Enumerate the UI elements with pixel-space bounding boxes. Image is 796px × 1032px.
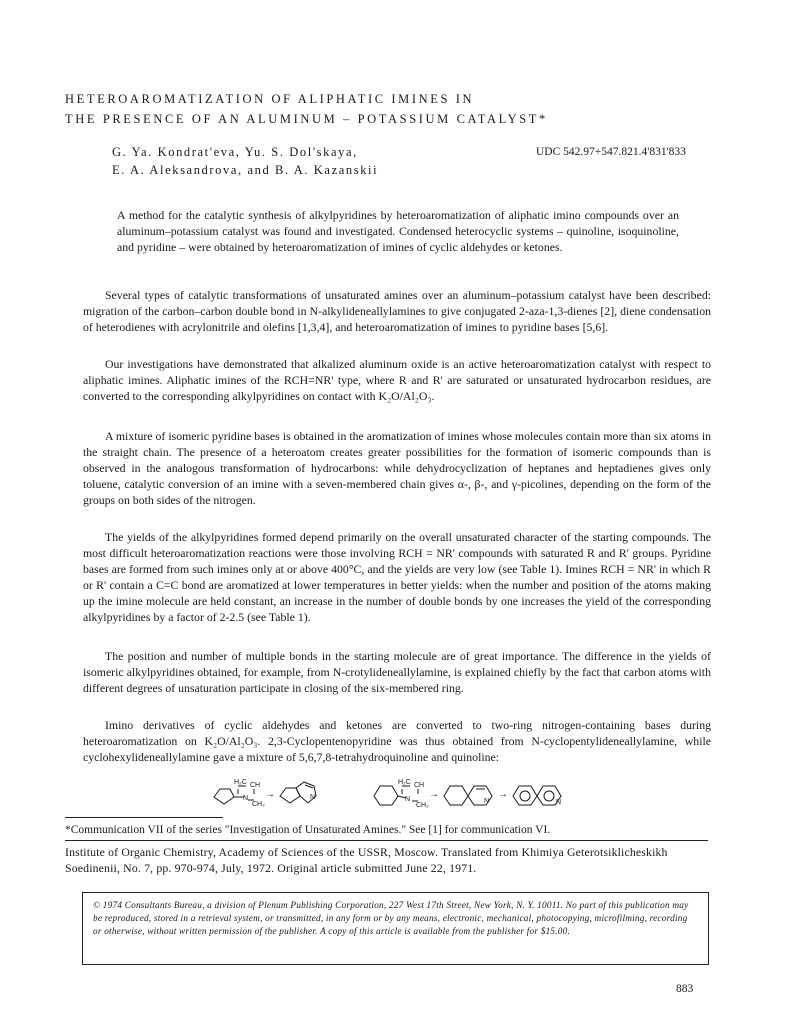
scheme-ch-label-2: CH [414,782,425,789]
scheme-n-label-5: N [556,799,562,806]
scheme-arrow-3: → [498,789,508,800]
affiliation-divider [65,840,708,841]
paragraph-6: Imino derivatives of cyclic aldehydes and ketones are converted to two-ring nitrogen-containing bases during heteroaromatization on K₂O/Al₂O₃. 2,3-Cyclopentenopyridine was thus obtained from N-cyclopentylideneallylamine, while cyclohexylideneallylamine gave a mixture of 5,6,7,8-tetrahydroquinoline and quinoline: [83,718,711,764]
scheme-n-label-4: N [484,798,490,805]
paragraph-5: The position and number of multiple bonds in the starting molecule are of great importance. The difference in the yields of isomeric alkylpyridines obtained, for example, from N-crotylideneallylamine, is explained chiefly by the fact that carbon atoms with different degrees of unsaturation participate in closing of the six-membered ring. [83,649,711,695]
affiliation: Institute of Organic Chemistry, Academy of Sciences of the USSR, Moscow. Translated from Khimiya Geterotsiklicheskikh Soedinenii, No. 7, pp. 970-974, July, 1972. Original article submitted June 22, 1971. [65,845,668,875]
copyright-box [82,892,709,965]
scheme-n-label-1: N [243,795,249,802]
scheme-ch-label-1: CH [250,782,261,789]
paragraph-1: Several types of catalytic transformations of unsaturated amines over an aluminum–potassium catalyst have been described: migration of the carbon–carbon double bond in N-alkylideneallylamines to give conjugated 2-aza-1,3-dienes [2], diene condensation of heterodienes with acrylonitrile and olefins [1,3,4], and heteroaromatization of imines to pyridine bases [5,6]. [83,288,711,334]
footnote: *Communication VII of the series "Investigation of Unsaturated Amines." See [1] for communication VI. [65,824,551,836]
scheme-h2c-label-2: H₂C [398,779,411,786]
authors-line-1: G. Ya. Kondrat'eva, Yu. S. Dol'skaya, [112,145,358,159]
scheme-ch2-label-1: CH₂ [252,801,265,808]
cyclohexylideneallylamine-structure [374,786,418,805]
reaction-scheme [210,770,580,814]
scheme-ch2-label-2: CH₂ [416,802,429,809]
article-title-line-1: HETEROAROMATIZATION OF ALIPHATIC IMINES IN [65,92,475,106]
abstract: A method for the catalytic synthesis of alkylpyridines by heteroaromatization of aliphatic imino compounds over an aluminum–potassium catalyst was found and investigated. Condensed heterocyclic systems – quinoline, isoquinoline, and pyridine – were obtained by heteroaromatization of imines of cyclic aldehydes or ketones. [117,208,679,254]
footnote-divider [65,817,223,818]
quinoline-structure [513,786,561,805]
scheme-arrow-1: → [265,789,275,800]
scheme-arrow-2: → [429,789,439,800]
scheme-h2c-label-1: H₂C [234,779,247,786]
scheme-n-label-2: N [310,794,316,801]
paragraph-4: The yields of the alkylpyridines formed depend primarily on the overall unsaturated character of the starting compounds. The most difficult heteroaromatization reactions were those involving RCH = NR' compounds with saturated R and R' groups. Pyridine bases are formed from such imines only at or above 400°C, and the yields are very low (see Table 1). Imines RCH = NR' in which R or R' contain a C=C bond are aromatized at lower temperatures in better yields: when the number and position of the atoms making up the imine molecule are held constant, an increase in the number of double bonds by one increases the yield of the corresponding alkylpyridines by a factor of 2-2.5 (see Table 1). [83,530,711,624]
page-number: 883 [676,983,694,995]
article-title-line-2: THE PRESENCE OF AN ALUMINUM – POTASSIUM CATALYST* [65,112,548,126]
udc-code: UDC 542.97+547.821.4'831'833 [536,146,686,158]
scheme-n-label-3: N [405,796,411,803]
paragraph-3: A mixture of isomeric pyridine bases is obtained in the aromatization of imines whose molecules contain more than six atoms in the straight chain. The presence of a heteroatom creates greater possibilities for the formation of isomeric compounds than is observed in the analogous transformation of hydrocarbons: while dehydrocyclization of heptanes and heptadienes gives only toluene, catalytic conversion of an imine with a seven-membered chain gives α-, β-, and γ-picolines, depending on the form of the groups on both sides of the nitrogen. [83,429,711,507]
copyright-notice: © 1974 Consultants Bureau, a division of Plenum Publishing Corporation, 227 West 17th Street, New York, N. Y. 10011. No part of this publication may be reproduced, stored in a retrieval system, or transmitted, in any form or by any means, electronic, mechanical, photocopying, microfilming, recording or otherwise, without written permission of the publisher. A copy of this article is available from the publisher for $15.00. [93,901,689,937]
paragraph-2: Our investigations have demonstrated that alkalized aluminum oxide is an active heteroaromatization catalyst with respect to aliphatic imines. Aliphatic imines of the RCH=NR' type, where R and R' are saturated or unsaturated hydrocarbon residues, are converted to the corresponding alkylpyridines on contact with K₂O/Al₂O₃. [83,357,711,403]
authors-line-2: E. A. Aleksandrova, and B. A. Kazanskii [112,163,379,177]
